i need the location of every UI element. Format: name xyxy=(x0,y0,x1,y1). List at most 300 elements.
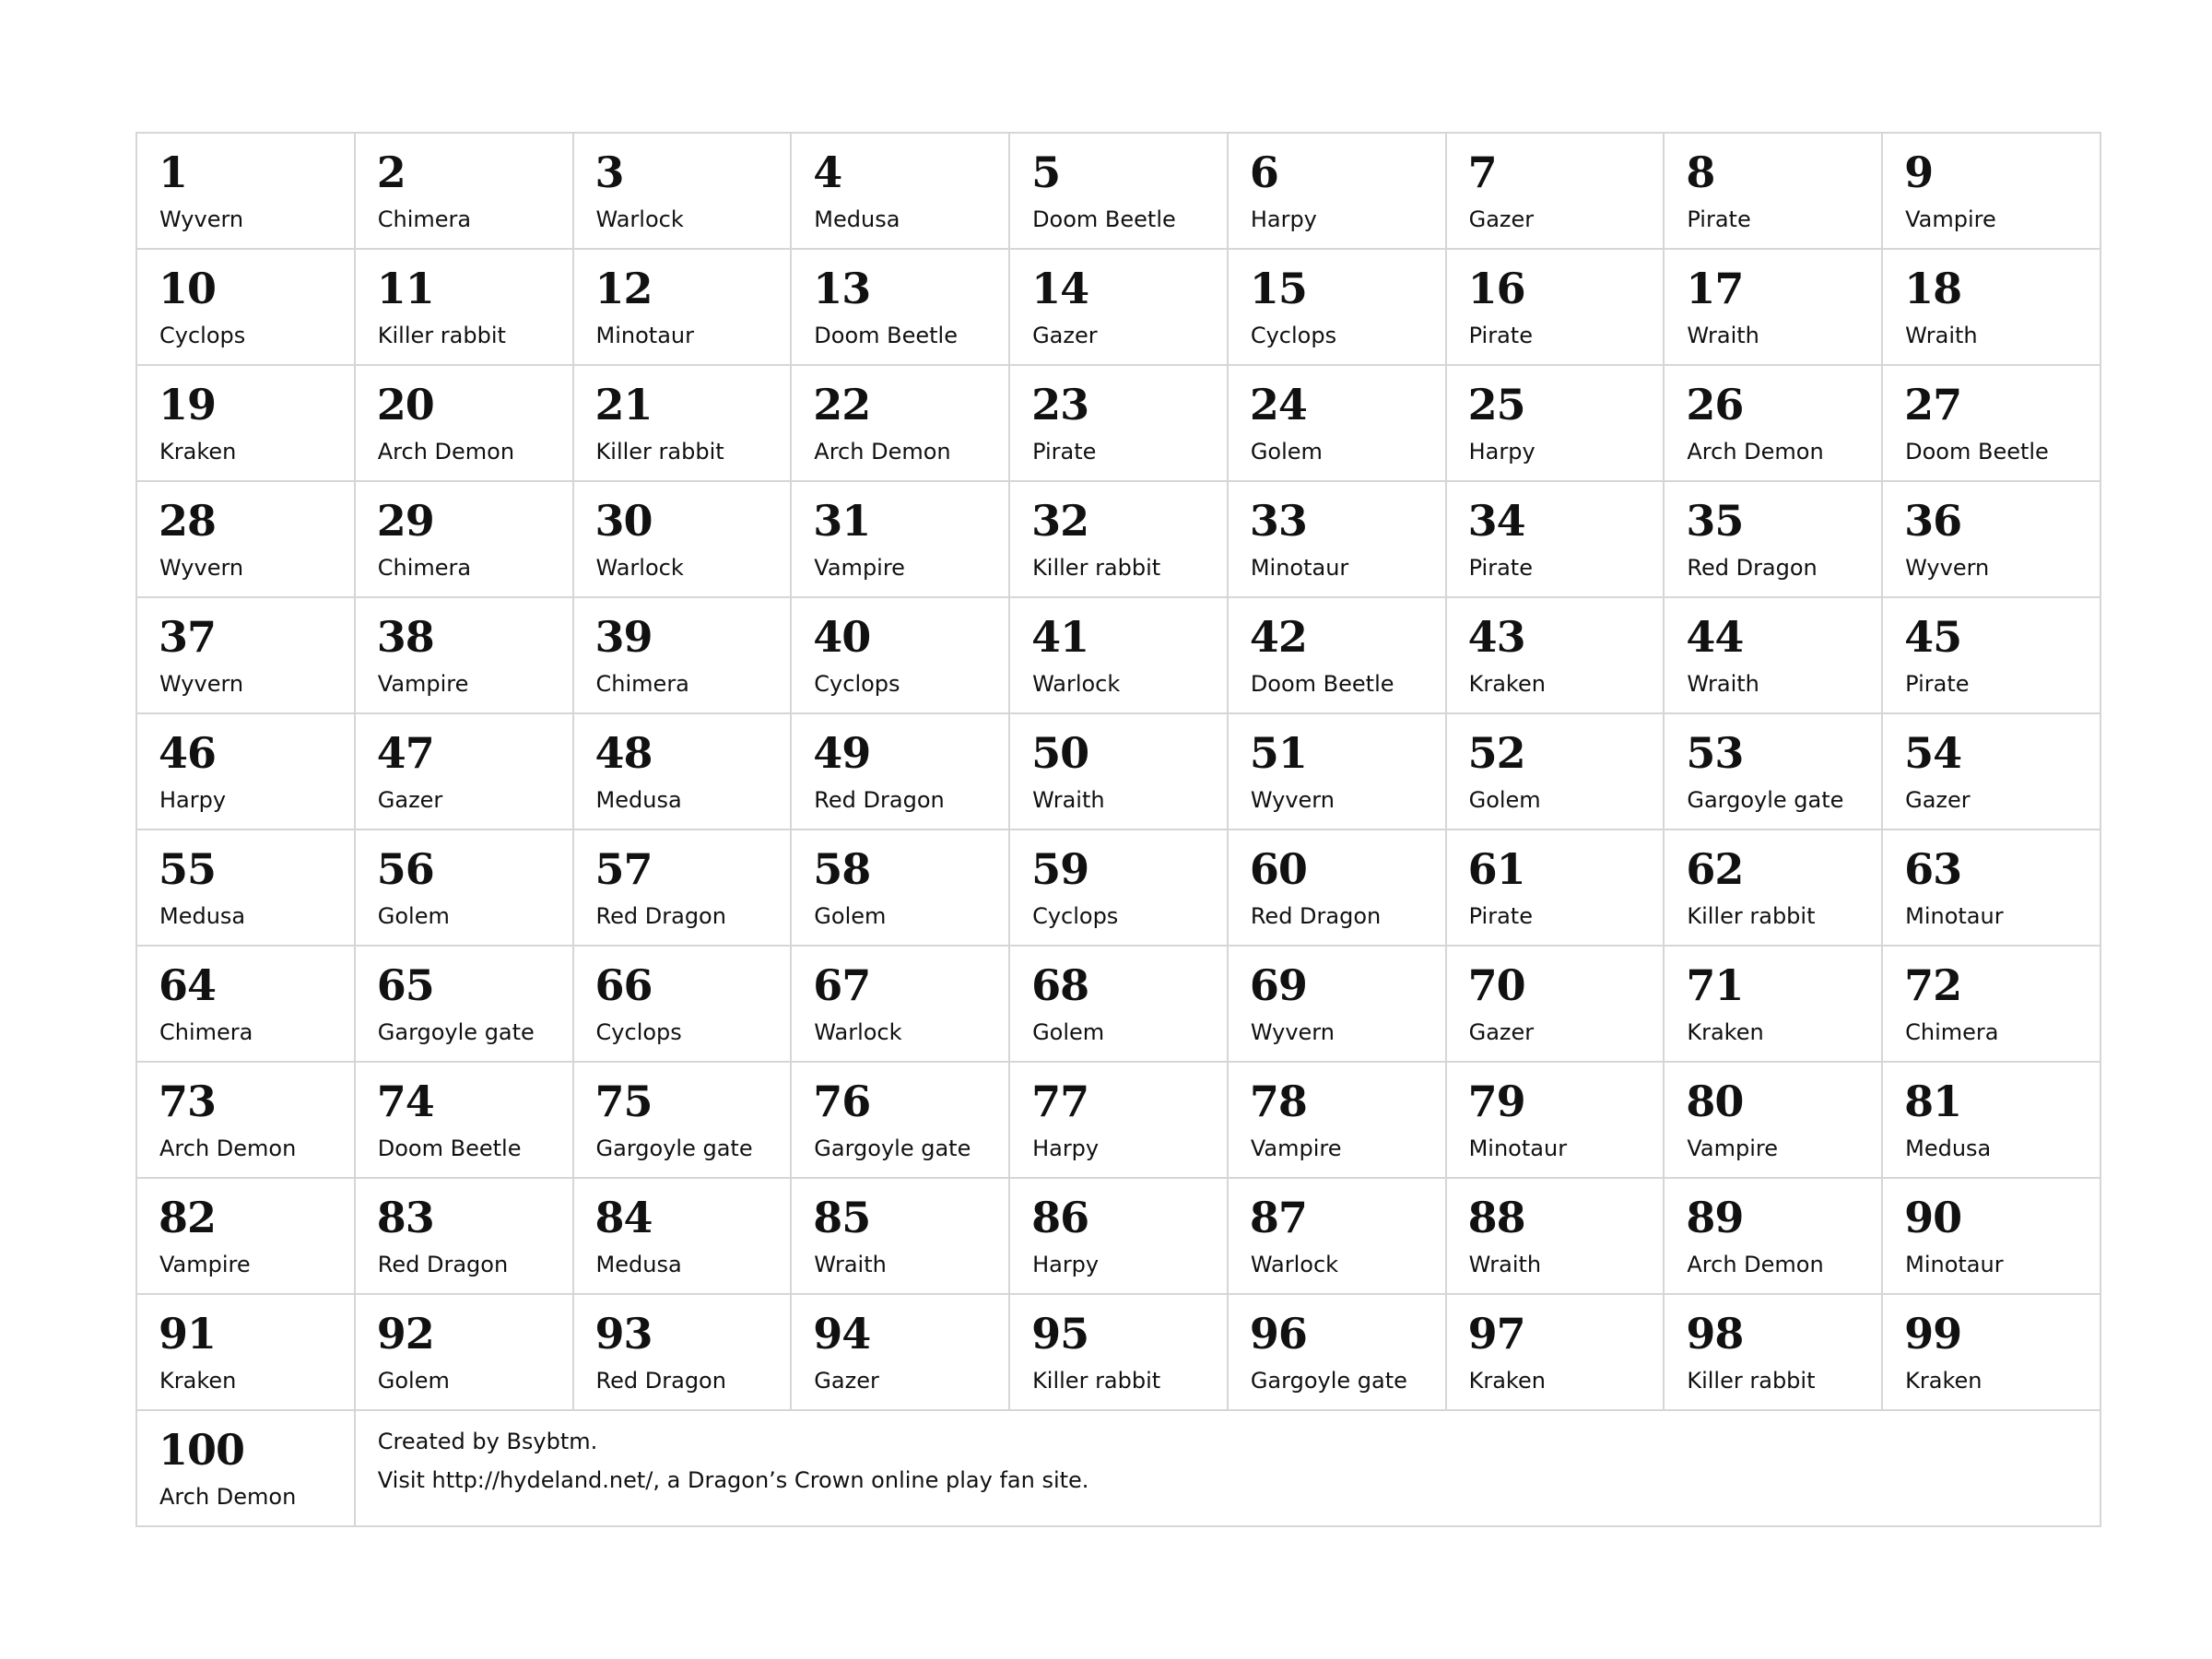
monster-cell-content xyxy=(1229,482,1445,596)
cell-monster-name: Vampire xyxy=(1250,1135,1342,1161)
monster-cell xyxy=(355,1294,573,1410)
monster-cell-content xyxy=(792,1179,1008,1293)
monster-cell-content xyxy=(1229,1179,1445,1293)
cell-number: 100 xyxy=(159,1425,245,1475)
monster-cell-content xyxy=(1447,830,1664,945)
cell-number: 18 xyxy=(1904,264,1962,313)
cell-number: 83 xyxy=(376,1193,434,1242)
cell-number: 68 xyxy=(1031,960,1089,1010)
monster-cell xyxy=(355,133,573,249)
monster-cell xyxy=(1882,830,2100,946)
monster-cell xyxy=(791,830,1009,946)
monster-cell-content xyxy=(1447,1179,1664,1293)
table-row xyxy=(136,1410,2100,1526)
cell-monster-name: Gazer xyxy=(1468,1019,1535,1045)
cell-monster-name: Chimera xyxy=(377,206,472,232)
cell-number: 72 xyxy=(1904,960,1962,1010)
monster-cell-content xyxy=(792,482,1008,596)
cell-monster-name: Wraith xyxy=(1032,787,1105,813)
cell-monster-name: Medusa xyxy=(595,1252,682,1277)
monster-cell xyxy=(573,1294,792,1410)
cell-number: 37 xyxy=(159,612,217,662)
cell-monster-name: Killer rabbit xyxy=(1687,1368,1816,1394)
monster-cell-content xyxy=(1883,714,2100,829)
monster-cell xyxy=(1664,946,1882,1062)
cell-number: 96 xyxy=(1249,1309,1307,1359)
monster-cell xyxy=(573,249,792,365)
monster-cell-content xyxy=(1665,598,1881,712)
monster-cell xyxy=(1446,713,1665,830)
monster-cell xyxy=(1446,133,1665,249)
cell-number: 88 xyxy=(1467,1193,1525,1242)
cell-monster-name: Golem xyxy=(377,1368,450,1394)
monster-cell-content xyxy=(1229,1063,1445,1177)
cell-monster-name: Wraith xyxy=(1905,323,1978,348)
monster-cell-content xyxy=(1229,250,1445,364)
monster-cell xyxy=(1664,1062,1882,1178)
cell-monster-name: Arch Demon xyxy=(377,439,515,465)
monster-cell xyxy=(1446,597,1665,713)
cell-monster-name: Chimera xyxy=(159,1019,253,1045)
cell-monster-name: Minotaur xyxy=(1905,903,2004,929)
cell-number: 51 xyxy=(1249,728,1307,778)
monster-cell-content xyxy=(792,1295,1008,1409)
cell-monster-name: Warlock xyxy=(1250,1252,1339,1277)
monster-table xyxy=(135,132,2101,1527)
monster-cell xyxy=(573,946,792,1062)
cell-number: 32 xyxy=(1031,496,1089,546)
cell-monster-name: Vampire xyxy=(159,1252,251,1277)
monster-cell xyxy=(791,713,1009,830)
cell-monster-name: Red Dragon xyxy=(377,1252,509,1277)
cell-monster-name: Chimera xyxy=(595,671,689,697)
monster-cell xyxy=(136,365,355,481)
cell-number: 19 xyxy=(159,380,217,429)
cell-number: 90 xyxy=(1904,1193,1962,1242)
monster-cell-content xyxy=(137,830,354,945)
monster-cell-content xyxy=(137,134,354,248)
monster-cell-content xyxy=(792,714,1008,829)
monster-cell xyxy=(1009,1294,1228,1410)
monster-cell xyxy=(1228,1178,1446,1294)
cell-number: 65 xyxy=(376,960,434,1010)
cell-monster-name: Cyclops xyxy=(814,671,900,697)
cell-number: 81 xyxy=(1904,1077,1962,1126)
cell-monster-name: Killer rabbit xyxy=(1032,1368,1161,1394)
table-row xyxy=(136,249,2100,365)
monster-cell xyxy=(1009,946,1228,1062)
monster-cell xyxy=(136,249,355,365)
cell-monster-name: Chimera xyxy=(1905,1019,1999,1045)
monster-cell xyxy=(136,1178,355,1294)
monster-cell-content xyxy=(1665,830,1881,945)
monster-cell xyxy=(573,713,792,830)
cell-monster-name: Minotaur xyxy=(1250,555,1349,581)
monster-cell xyxy=(136,830,355,946)
monster-cell xyxy=(573,597,792,713)
monster-cell xyxy=(1664,365,1882,481)
cell-number: 44 xyxy=(1686,612,1744,662)
monster-cell xyxy=(1228,713,1446,830)
monster-cell-content xyxy=(1010,250,1227,364)
cell-number: 34 xyxy=(1467,496,1525,546)
monster-cell xyxy=(791,1178,1009,1294)
monster-cell xyxy=(1664,830,1882,946)
monster-cell xyxy=(573,830,792,946)
monster-cell-content xyxy=(356,1063,572,1177)
monster-cell xyxy=(1882,365,2100,481)
cell-monster-name: Gazer xyxy=(377,787,443,813)
cell-monster-name: Kraken xyxy=(1905,1368,1983,1394)
cell-number: 9 xyxy=(1904,147,1934,197)
cell-monster-name: Wyvern xyxy=(159,555,244,581)
cell-monster-name: Cyclops xyxy=(595,1019,682,1045)
monster-cell xyxy=(1228,1062,1446,1178)
monster-cell xyxy=(136,597,355,713)
cell-number: 42 xyxy=(1249,612,1307,662)
monster-cell-content xyxy=(574,830,791,945)
cell-monster-name: Golem xyxy=(377,903,450,929)
cell-number: 31 xyxy=(813,496,871,546)
monster-cell-content xyxy=(1010,714,1227,829)
monster-cell xyxy=(1446,1062,1665,1178)
monster-cell-content xyxy=(574,1179,791,1293)
cell-monster-name: Minotaur xyxy=(1468,1135,1568,1161)
monster-cell xyxy=(791,1062,1009,1178)
cell-monster-name: Cyclops xyxy=(159,323,246,348)
monster-cell-content xyxy=(1010,134,1227,248)
monster-cell xyxy=(791,1294,1009,1410)
monster-cell xyxy=(1009,249,1228,365)
cell-monster-name: Kraken xyxy=(1468,1368,1546,1394)
table-row xyxy=(136,133,2100,249)
cell-monster-name: Kraken xyxy=(159,439,237,465)
monster-cell-content xyxy=(137,1411,354,1525)
monster-cell-content xyxy=(1010,947,1227,1061)
cell-number: 95 xyxy=(1031,1309,1089,1359)
table-row xyxy=(136,481,2100,597)
monster-cell xyxy=(1882,481,2100,597)
cell-number: 94 xyxy=(813,1309,871,1359)
cell-number: 84 xyxy=(594,1193,653,1242)
monster-cell-content xyxy=(574,482,791,596)
cell-number: 54 xyxy=(1904,728,1962,778)
cell-number: 15 xyxy=(1249,264,1307,313)
monster-cell-content xyxy=(1665,714,1881,829)
cell-number: 26 xyxy=(1686,380,1744,429)
monster-cell-content xyxy=(1665,1179,1881,1293)
credits-site: Visit http://hydeland.net/, a Dragon’s Crown online play fan site. xyxy=(377,1467,1089,1493)
cell-number: 50 xyxy=(1031,728,1089,778)
monster-cell xyxy=(1446,365,1665,481)
cell-number: 17 xyxy=(1686,264,1744,313)
monster-cell-content xyxy=(137,366,354,480)
monster-cell xyxy=(136,1410,355,1526)
monster-cell-content xyxy=(1665,134,1881,248)
monster-cell-content xyxy=(1010,1063,1227,1177)
cell-monster-name: Doom Beetle xyxy=(1250,671,1394,697)
cell-monster-name: Wraith xyxy=(814,1252,887,1277)
monster-cell xyxy=(1228,830,1446,946)
cell-monster-name: Kraken xyxy=(159,1368,237,1394)
cell-number: 64 xyxy=(159,960,217,1010)
monster-cell-content xyxy=(356,366,572,480)
cell-monster-name: Pirate xyxy=(1468,555,1533,581)
cell-monster-name: Red Dragon xyxy=(1250,903,1382,929)
monster-cell-content xyxy=(1883,1063,2100,1177)
monster-cell-content xyxy=(137,598,354,712)
cell-monster-name: Arch Demon xyxy=(814,439,951,465)
monster-cell-content xyxy=(137,947,354,1061)
monster-cell-content xyxy=(137,714,354,829)
monster-cell xyxy=(791,597,1009,713)
cell-number: 46 xyxy=(159,728,217,778)
cell-monster-name: Harpy xyxy=(1468,439,1535,465)
monster-cell-content xyxy=(574,134,791,248)
monster-cell xyxy=(355,249,573,365)
cell-number: 8 xyxy=(1686,147,1715,197)
cell-number: 7 xyxy=(1467,147,1497,197)
cell-monster-name: Minotaur xyxy=(595,323,694,348)
monster-cell xyxy=(355,713,573,830)
cell-monster-name: Golem xyxy=(814,903,887,929)
monster-cell-content xyxy=(1883,482,2100,596)
cell-number: 33 xyxy=(1249,496,1307,546)
monster-cell xyxy=(1446,249,1665,365)
monster-cell-content xyxy=(356,482,572,596)
cell-number: 43 xyxy=(1467,612,1525,662)
monster-cell xyxy=(136,713,355,830)
cell-number: 91 xyxy=(159,1309,217,1359)
cell-number: 12 xyxy=(594,264,653,313)
cell-monster-name: Red Dragon xyxy=(814,787,945,813)
cell-monster-name: Pirate xyxy=(1468,323,1533,348)
monster-cell xyxy=(1664,1294,1882,1410)
monster-cell-content xyxy=(1665,1295,1881,1409)
cell-number: 98 xyxy=(1686,1309,1744,1359)
cell-number: 61 xyxy=(1467,844,1525,894)
cell-monster-name: Warlock xyxy=(595,206,684,232)
cell-number: 14 xyxy=(1031,264,1089,313)
cell-monster-name: Wyvern xyxy=(1250,1019,1335,1045)
cell-monster-name: Red Dragon xyxy=(595,903,726,929)
monster-cell xyxy=(573,1062,792,1178)
cell-number: 36 xyxy=(1904,496,1962,546)
monster-cell-content xyxy=(1883,830,2100,945)
monster-cell-content xyxy=(1883,250,2100,364)
cell-monster-name: Warlock xyxy=(595,555,684,581)
cell-monster-name: Gargoyle gate xyxy=(814,1135,971,1161)
cell-number: 40 xyxy=(813,612,871,662)
monster-cell-content xyxy=(574,947,791,1061)
monster-cell xyxy=(1228,1294,1446,1410)
cell-number: 21 xyxy=(594,380,653,429)
cell-monster-name: Harpy xyxy=(1250,206,1317,232)
cell-monster-name: Medusa xyxy=(814,206,900,232)
cell-number: 2 xyxy=(376,147,406,197)
monster-cell xyxy=(1228,946,1446,1062)
monster-cell-content xyxy=(792,947,1008,1061)
cell-number: 92 xyxy=(376,1309,434,1359)
monster-cell xyxy=(136,481,355,597)
cell-number: 1 xyxy=(159,147,188,197)
monster-cell-content xyxy=(1010,598,1227,712)
monster-cell xyxy=(136,946,355,1062)
monster-cell xyxy=(355,597,573,713)
cell-number: 77 xyxy=(1031,1077,1089,1126)
monster-cell xyxy=(1882,1178,2100,1294)
cell-monster-name: Killer rabbit xyxy=(1032,555,1161,581)
cell-number: 3 xyxy=(594,147,624,197)
cell-monster-name: Wyvern xyxy=(1250,787,1335,813)
monster-cell-content xyxy=(1229,366,1445,480)
monster-cell-content xyxy=(137,250,354,364)
cell-number: 70 xyxy=(1467,960,1525,1010)
cell-number: 63 xyxy=(1904,844,1962,894)
monster-cell xyxy=(1446,1294,1665,1410)
cell-monster-name: Golem xyxy=(1032,1019,1105,1045)
table-row xyxy=(136,1062,2100,1178)
cell-number: 25 xyxy=(1467,380,1525,429)
cell-monster-name: Vampire xyxy=(1687,1135,1779,1161)
cell-number: 57 xyxy=(594,844,653,894)
monster-cell-content xyxy=(1665,947,1881,1061)
cell-number: 82 xyxy=(159,1193,217,1242)
table-row xyxy=(136,597,2100,713)
cell-monster-name: Medusa xyxy=(1905,1135,1992,1161)
monster-cell xyxy=(1009,481,1228,597)
monster-cell xyxy=(573,481,792,597)
cell-number: 38 xyxy=(376,612,434,662)
cell-monster-name: Red Dragon xyxy=(595,1368,726,1394)
cell-number: 78 xyxy=(1249,1077,1307,1126)
table-row xyxy=(136,946,2100,1062)
cell-monster-name: Arch Demon xyxy=(1687,439,1824,465)
cell-monster-name: Vampire xyxy=(814,555,905,581)
cell-number: 22 xyxy=(813,380,871,429)
cell-number: 39 xyxy=(594,612,653,662)
monster-cell-content xyxy=(1883,134,2100,248)
cell-number: 20 xyxy=(376,380,434,429)
cell-monster-name: Arch Demon xyxy=(159,1484,297,1510)
cell-monster-name: Wyvern xyxy=(159,671,244,697)
cell-number: 6 xyxy=(1249,147,1278,197)
cell-number: 67 xyxy=(813,960,871,1010)
monster-cell-content xyxy=(1229,714,1445,829)
monster-cell xyxy=(1009,1062,1228,1178)
cell-monster-name: Cyclops xyxy=(1032,903,1119,929)
cell-number: 35 xyxy=(1686,496,1744,546)
monster-cell-content xyxy=(356,250,572,364)
monster-cell-content xyxy=(574,1295,791,1409)
monster-cell xyxy=(1446,830,1665,946)
cell-number: 41 xyxy=(1031,612,1089,662)
monster-cell-content xyxy=(1010,830,1227,945)
cell-number: 28 xyxy=(159,496,217,546)
cell-monster-name: Minotaur xyxy=(1905,1252,2004,1277)
cell-monster-name: Red Dragon xyxy=(1687,555,1818,581)
cell-number: 59 xyxy=(1031,844,1089,894)
cell-monster-name: Pirate xyxy=(1032,439,1097,465)
monster-cell-content xyxy=(1447,1063,1664,1177)
monster-cell-content xyxy=(1665,482,1881,596)
cell-number: 55 xyxy=(159,844,217,894)
monster-cell-content xyxy=(1010,1295,1227,1409)
monster-cell-content xyxy=(792,1063,1008,1177)
monster-cell-content xyxy=(356,598,572,712)
table-row xyxy=(136,1178,2100,1294)
monster-cell-content xyxy=(1447,947,1664,1061)
monster-cell xyxy=(573,365,792,481)
monster-cell-content xyxy=(1883,1295,2100,1409)
cell-number: 66 xyxy=(594,960,653,1010)
cell-number: 97 xyxy=(1467,1309,1525,1359)
monster-cell xyxy=(1664,597,1882,713)
monster-cell xyxy=(791,946,1009,1062)
monster-cell xyxy=(791,249,1009,365)
monster-cell xyxy=(1009,713,1228,830)
monster-cell-content xyxy=(1229,947,1445,1061)
cell-monster-name: Wraith xyxy=(1468,1252,1542,1277)
cell-number: 48 xyxy=(594,728,653,778)
monster-cell xyxy=(791,133,1009,249)
monster-cell-content xyxy=(1447,482,1664,596)
monster-cell-content xyxy=(1229,1295,1445,1409)
monster-cell-content xyxy=(792,134,1008,248)
cell-monster-name: Kraken xyxy=(1687,1019,1764,1045)
cell-number: 93 xyxy=(594,1309,653,1359)
cell-monster-name: Gargoyle gate xyxy=(377,1019,535,1045)
cell-monster-name: Pirate xyxy=(1687,206,1751,232)
cell-number: 53 xyxy=(1686,728,1744,778)
monster-cell xyxy=(791,365,1009,481)
monster-cell-content xyxy=(792,830,1008,945)
cell-number: 86 xyxy=(1031,1193,1089,1242)
monster-cell-content xyxy=(1883,366,2100,480)
cell-number: 23 xyxy=(1031,380,1089,429)
table-row xyxy=(136,365,2100,481)
monster-cell xyxy=(791,481,1009,597)
cell-monster-name: Warlock xyxy=(1032,671,1121,697)
monster-cell xyxy=(1009,597,1228,713)
monster-cell xyxy=(1228,481,1446,597)
cell-number: 11 xyxy=(376,264,434,313)
table-row xyxy=(136,713,2100,830)
cell-number: 69 xyxy=(1249,960,1307,1010)
monster-cell-content xyxy=(574,598,791,712)
cell-number: 5 xyxy=(1031,147,1061,197)
cell-number: 13 xyxy=(813,264,871,313)
cell-number: 16 xyxy=(1467,264,1525,313)
cell-number: 79 xyxy=(1467,1077,1525,1126)
monster-cell-content xyxy=(137,1295,354,1409)
monster-cell-content xyxy=(137,1063,354,1177)
monster-cell xyxy=(573,133,792,249)
cell-monster-name: Gazer xyxy=(814,1368,879,1394)
monster-cell-content xyxy=(574,366,791,480)
cell-number: 62 xyxy=(1686,844,1744,894)
cell-number: 10 xyxy=(159,264,217,313)
monster-cell-content xyxy=(574,714,791,829)
monster-cell-content xyxy=(574,1063,791,1177)
cell-number: 87 xyxy=(1249,1193,1307,1242)
table-row xyxy=(136,1294,2100,1410)
monster-cell-content xyxy=(792,250,1008,364)
monster-cell-content xyxy=(1010,1179,1227,1293)
cell-monster-name: Vampire xyxy=(1905,206,1996,232)
monster-cell xyxy=(1664,713,1882,830)
monster-cell xyxy=(1009,830,1228,946)
